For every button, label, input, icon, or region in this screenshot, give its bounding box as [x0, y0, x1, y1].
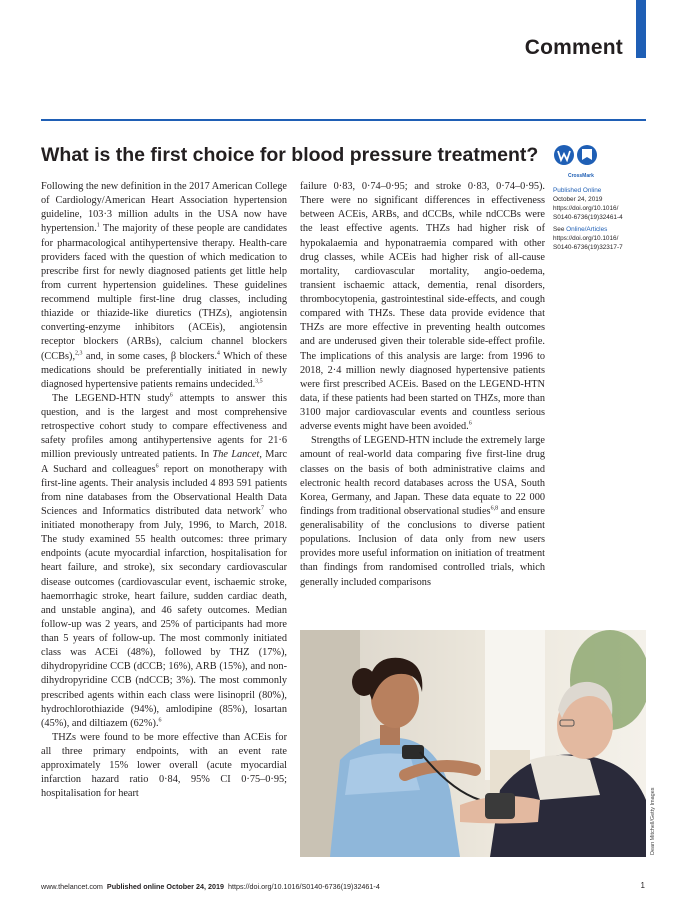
paragraph-4: failure 0·83, 0·74–0·95; and stroke 0·83, 0·74–0·95). There were no significant differences in effectiveness between ACEis, ARBs, and dCCBs, while ndCCBs were the least effective agents. THZs had higher risk of hypokalaemia and hyponatraemia compared with other drug classes, while ACEis had higher risk of all-cause mortality, cardiovascular mortality, angio-oedema, transient ischaemic attack, dementia, renal disorders, thrombocytopenia, gastrointestinal side-effects, and cough compared with THZs. These data provide evidence that THZs are more effective in preventing health outcomes and are underused given their tolerable side-effect profile. The implications of this analysis are large: from 1996 to 2018, 2·4 million newly diagnosed hypertensive patients were first prescribed ACEis. Based on the LEGEND-HTN data, if these patients had been started on THZs, more than 3100 major cardiovascular events and countless serious adverse events might have been avoided.$^6$	[300, 181, 545, 433]
nurse-blood-pressure-photo	[300, 630, 646, 857]
see-doi-line-1[interactable]: https://doi.org/10.1016/	[553, 235, 619, 242]
photo-credit: Dean Mitchell/Getty Images	[650, 787, 656, 855]
footer-published: Published online October 24, 2019	[106, 882, 224, 891]
article-title: What is the first choice for blood pressure treatment?	[41, 144, 539, 166]
see-prefix: See	[553, 226, 567, 233]
paragraph-5: Strengths of LEGEND-HTN include the extremely large amount of real-world data comparing five first-line drug classes on the basis of both administrative claims and electronic health record databases across the USA, South Korea, Germany, and Japan. These data equate to 22 000 findings from traditional observational studies$^{6,8}$ and ensure generalisability of the conclusions to diverse patient populations. Inclusion of data only from new users provides more useful information on initiation of treatment than findings from randomised controlled trials, which generally included comparisons	[300, 435, 545, 588]
doi-line-1[interactable]: https://doi.org/10.1016/	[553, 205, 619, 212]
body-column-2	[300, 180, 545, 590]
section-label: Comment	[524, 36, 623, 59]
see-doi-line-2[interactable]: S0140-6736(19)32317-7	[553, 244, 623, 251]
page-footer	[41, 882, 380, 891]
header-rule	[41, 119, 646, 121]
page-number: 1	[640, 881, 645, 890]
section-tab-marker	[636, 0, 646, 58]
footer-doi[interactable]: https://doi.org/10.1016/S0140-6736(19)32461-4	[227, 882, 380, 891]
crossmark-label: CrossMark	[568, 173, 594, 179]
see-online-link[interactable]: Online/Articles	[566, 226, 608, 233]
crossmark-icon[interactable]	[553, 144, 599, 174]
paragraph-2: The LEGEND-HTN study$^6$ attempts to answer this question, and is the largest and most comprehensive retrospective cohort study to compare effectiveness and safety profiles among antihypertensive agents for 21·6 million previously untreated patients. In The Lancet, Marc A Suchard and colleagues$^6$ report on monotherapy with first-line agents. Their analysis included 4 893 591 patients from nine databases from the Observational Health Data Sciences and Informatics distributed data network$^7$ who initiated monotherapy from July, 1996, to March, 2018. The study examined 55 health outcomes: three primary endpoints (acute myocardial infarction, hospitalisation for heart failure, and stroke), six secondary cardiovascular disease outcomes (cardiovascular event, ischaemic stroke, haemorrhagic stroke, heart failure, sudden cardiac death, and unstable angina), and 46 safety outcomes. Median follow-up was 2 years, and 25% of participants had more than 5 years of follow-up. The most commonly initiated class was ACEi (48%), followed by THZ (17%), dihydropyridine CCB (dCCB; 16%), ARB (15%), and non-dihydropyridine CCB (ndCCB; 3%). The most commonly prescribed agents within each class were lisinopril (80%), hydrochlorothiazide (94%), amlodipine (85%), losartan (45%), and diltiazem (62%).$^6$	[41, 392, 288, 729]
published-label: Published Online	[553, 187, 602, 194]
footer-site[interactable]: www.thelancet.com	[41, 882, 103, 891]
paragraph-3: THZs were found to be more effective than ACEis for all three primary endpoints, with an event rate approximately 15% lower overall (acute myocardial infarction hazard ratio 0·84, 95% CI 0·75–0·95; hospitalisation for heart	[41, 731, 287, 800]
body-column-1	[41, 180, 287, 802]
published-date: October 24, 2019	[553, 196, 603, 203]
article-sidebar	[553, 186, 648, 252]
doi-line-2[interactable]: S0140-6736(19)32461-4	[553, 214, 623, 221]
paragraph-1: Following the new definition in the 2017 American College of Cardiology/American Heart Association hypertension guideline, 103·3 million adults in the USA now have hypertension.$^1$ The majority of these people are candidates for pharmacological antihypertensive therapy. Health-care providers faced with the question of which medication to prescribe first for newly diagnosed patients get little help from current hypertension guidelines. These guidelines recommend multiple first-line drug classes, including thiazide or thiazide-like diuretics (THZs), angiotensin converting-enzyme inhibitors (ACEis), angiotensin receptor blockers (ARBs), calcium channel blockers (CCBs),$^{2,3}$ and, in some cases, β blockers.$^4$ Which of these medications should be preferentially initiated in newly diagnosed hypertensive patients remains undecided.$^{3,5}$	[41, 181, 287, 390]
